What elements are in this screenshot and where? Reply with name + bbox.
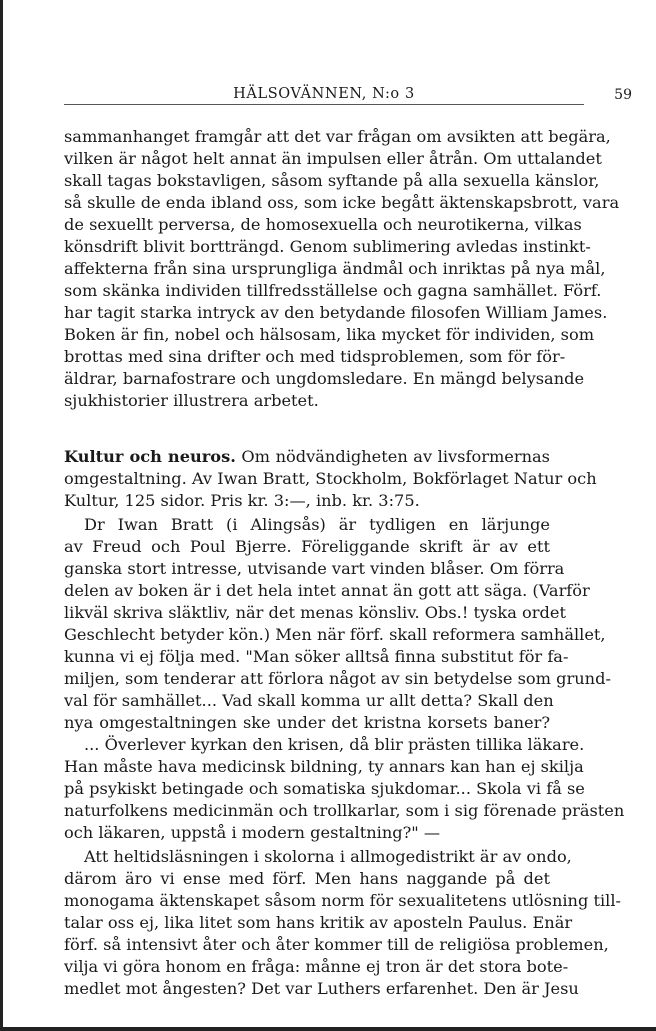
text-line: kunna vi ej följa med. "Man söker alltså finna substitut för fa- [64,647,569,666]
text-line: förf. så intensivt åter och åter kommer till de religiösa problemen, [64,935,609,954]
text-line: val för samhället... Vad skall komma ur allt detta? Skall den [64,691,554,710]
text-line: ... Överlever kyrkan den krisen, då blir prästen tillika läkare. [84,735,585,754]
text-line: naturfolkens medicinmän och trollkarlar, som i sig förenade prästen [64,801,625,820]
text-line: omgestaltning. Av Iwan Bratt, Stockholm, Bokförlaget Natur och [64,469,597,488]
text-line: likväl skriva släktliv, när det menas könsliv. Obs.! tyska ordet [64,603,566,622]
text-line: sjukhistorier illustrera arbetet. [64,391,319,410]
text-line: och läkaren, uppstå i modern gestaltning?" — [64,823,441,842]
text-line: ganska stort intresse, utvisande vart vinden blåser. Om förra [64,559,565,578]
text-line: Kultur, 125 sidor. Pris kr. 3:—, inb. kr. 3:75. [64,491,420,510]
text-line: har tagit starka intryck av den betydande filosofen William James. [64,303,608,322]
page-number: 59 [614,87,632,103]
text-line: nya omgestaltningen ske under det kristna korsets baner? [64,713,550,732]
review-heading-line: Kultur och neuros. Om nödvändigheten av livsformernas [64,447,550,466]
text-line: Geschlecht betyder kön.) Men när förf. skall reformera samhället, [64,625,606,644]
scan-left-edge [0,0,3,1031]
text-line: sammanhanget framgår att det var frågan om avsikten att begära, [64,127,611,146]
text-line: vilja vi göra honom en fråga: månne ej tron är det stora bote- [64,957,569,976]
text-line: på psykiskt betingade och somatiska sjukdomar... Skola vi få se [64,779,585,798]
text-line: könsdrift blivit bortträngd. Genom sublimering avledas instinkt- [64,237,591,256]
text-line: medlet mot ångesten? Det var Luthers erfarenhet. Den är Jesu [64,979,579,998]
text-line: därom äro vi ense med förf. Men hans naggande på det [64,869,550,888]
text-line: skall tagas bokstavligen, såsom syftande på alla sexuella känslor, [64,171,600,190]
text-line: Att heltidsläsningen i skolorna i allmogedistrikt är av ondo, [84,847,572,866]
text-line: miljen, som tenderar att förlora något av sin betydelse som grund- [64,669,611,688]
text-line: de sexuellt perversa, de homosexuella och neurotikerna, vilkas [64,215,582,234]
text-line: talar oss ej, lika litet som hans kritik av aposteln Paulus. Enär [64,913,573,932]
text-line: vilken är något helt annat än impulsen eller åtrån. Om uttalandet [64,149,602,168]
text-line: brottas med sina drifter och med tidsproblemen, som för för- [64,347,566,366]
review-heading: Kultur och neuros. [64,447,236,466]
running-header [64,86,632,110]
text-line: delen av boken är i det hela intet annat än gott att säga. (Varför [64,581,590,600]
scan-bottom-edge [0,1027,656,1031]
text-line: Han måste hava medicinsk bildning, ty annars kan han ej skilja [64,757,584,776]
journal-title: HÄLSOVÄNNEN, N:o 3 [227,86,421,102]
text-line: äldrar, barnafostrare och ungdomsledare. En mängd belysande [64,369,585,388]
text-line: så skulle de enda ibland oss, som icke begått äktenskapsbrott, vara [64,193,620,212]
text-line: Boken är fin, nobel och hälsosam, lika mycket för individen, som [64,325,595,344]
text-line: affekterna från sina ursprungliga ändmål och inriktas på nya mål, [64,259,606,278]
text-line: monogama äktenskapet såsom norm för sexualitetens utlösning till- [64,891,621,910]
text-line: Dr Iwan Bratt (i Alingsås) är tydligen en lärjunge [84,515,550,534]
text-line: av Freud och Poul Bjerre. Föreliggande skrift är av ett [64,537,550,556]
text-line: som skänka individen tillfredsställelse och gagna samhället. Förf. [64,281,602,300]
header-rule [64,104,584,105]
